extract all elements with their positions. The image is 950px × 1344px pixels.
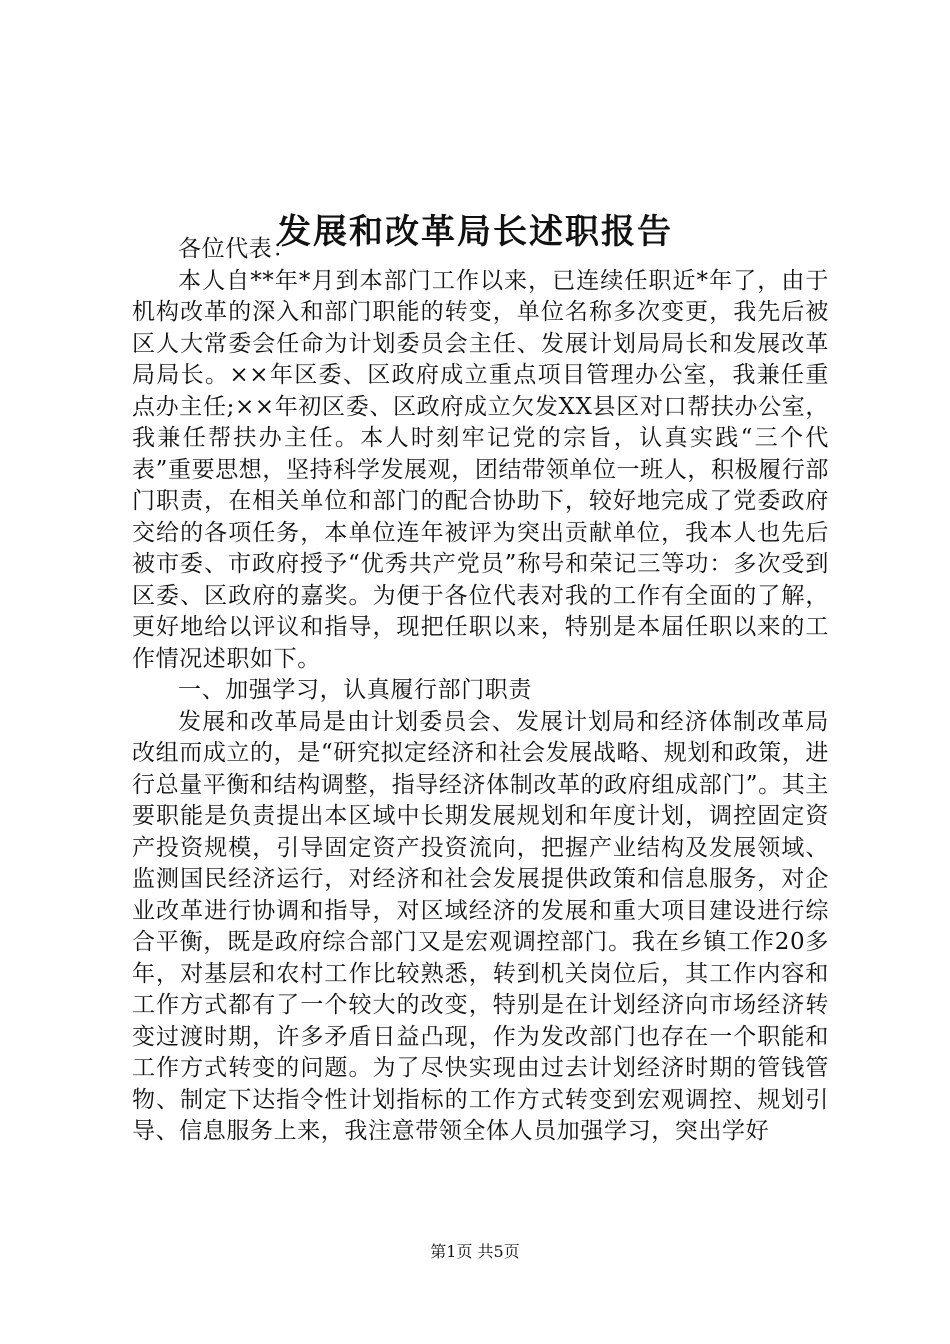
- section-paragraph: 发展和改革局是由计划委员会、发展计划局和经济体制改革局改组而成立的，是“研究拟定经济和社会发展战略、规划和政策，进行总量平衡和结构调整，指导经济体制改革的政府组成部门”。其主要职能是负责提出本区域中长期发展规划和年度计划，调控固定资产投资规模，引导固定资产投资流向，把握产业结构及发展领域、监测国民经济运行，对经济和社会发展提供政策和信息服务，对企业改革进行协调和指导，对区域经济的发展和重大项目建设进行综合平衡，既是政府综合部门又是宏观调控部门。我在乡镇工作20多年，对基层和农村工作比较熟悉，转到机关岗位后，其工作内容和工作方式都有了一个较大的改变，特别是在计划经济向市场经济转变过渡时期，许多矛盾日益凸现，作为发改部门也存在一个职能和工作方式转变的问题。为了尽快实现由过去计划经济时期的管钱管物、制定下达指令性计划指标的工作方式转变到宏观调控、规划引导、信息服务上来，我注意带领全体人员加强学习，突出学好: [132, 708, 829, 1144]
- intro-paragraph: 本人自**年*月到本部门工作以来，已连续任职近*年了，由于机构改革的深入和部门职能的转变，单位名称多次变更，我先后被区人大常委会任命为计划委员会主任、发展计划局局长和发展改革局局长。××年区委、区政府成立重点项目管理办公室，我兼任重点办主任;××年初区委、区政府成立欠发XX县区对口帮扶办公室，我兼任帮扶办主任。本人时刻牢记党的宗旨，认真实践“三个代表”重要思想，坚持科学发展观，团结带领单位一班人，积极履行部门职责，在相关单位和部门的配合协助下，较好地完成了党委政府交给的各项任务，本单位连年被评为突出贡献单位，我本人也先后被市委、市政府授予“优秀共产党员”称号和荣记三等功：多次受到区委、区政府的嘉奖。为便于各位代表对我的工作有全面的了解，更好地给以评议和指导，现把任职以来，特别是本届任职以来的工作情况述职如下。: [132, 267, 829, 672]
- document-body: [132, 234, 829, 1148]
- document-title: 发展和改革局长述职报告: [277, 211, 673, 252]
- section-heading: 一、加强学习，认真履行部门职责: [178, 677, 532, 703]
- page-number: 第1页 共5页: [430, 1242, 520, 1261]
- salutation: 各位代表：: [178, 236, 296, 262]
